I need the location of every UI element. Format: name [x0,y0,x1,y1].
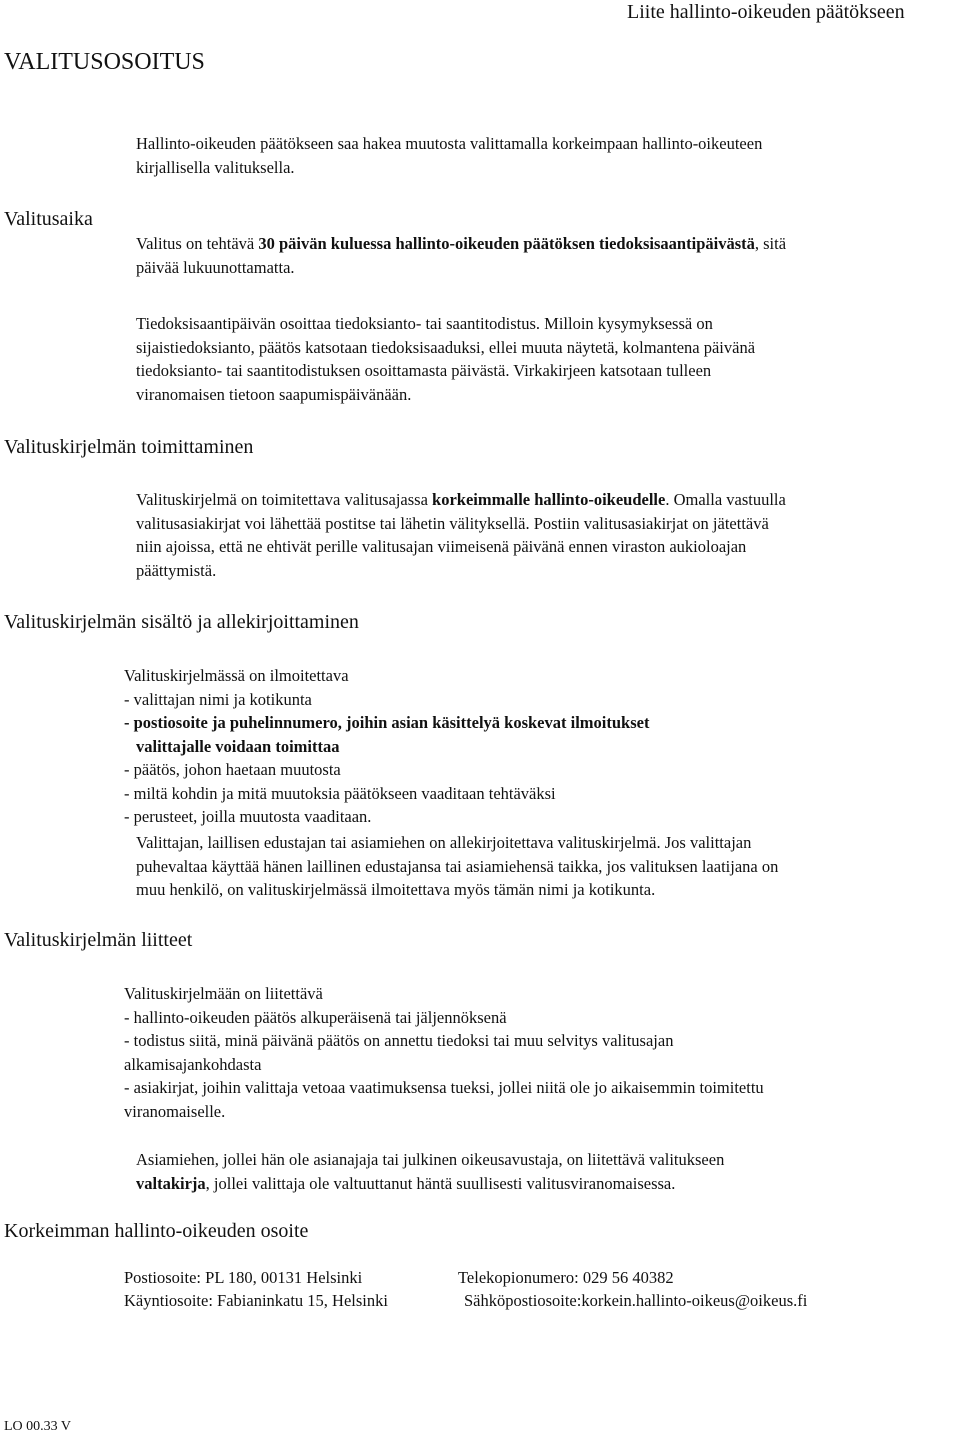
emphasis-valtakirja: valtakirja [136,1173,206,1193]
sisalto-list [124,664,649,829]
emphasis-address: - postiosoite ja puhelinnumero, joihin asian käsittelyä koskevat ilmoitukset [124,713,650,732]
text-line [136,232,786,256]
section-heading-toimittaminen: Valituskirjelmän toimittaminen [4,436,254,458]
valitusaika-paragraph-2 [136,312,755,406]
emphasis-deadline: 30 päivän kuluessa hallinto-oikeuden päätöksen tiedoksisaantipäivästä [258,234,755,253]
text-span: Valitus on tehtävä [136,234,259,253]
intro-line: Hallinto-oikeuden päätökseen saa hakea muutosta valittamalla korkeimpaan hallinto-oikeuteen [136,134,763,153]
signature-paragraph [136,831,778,902]
text-line: Asiamiehen, jollei hän ole asianajaja tai julkinen oikeusavustaja, on liitettävä valitukseen [136,1150,725,1169]
postal-address: Postiosoite: PL 180, 00131 Helsinki [124,1268,363,1287]
list-intro: Valituskirjelmässä on ilmoitettava [124,666,349,685]
text-line: muu henkilö, on valituskirjelmässä ilmoitettava myös tämän nimi ja kotikunta. [136,880,656,899]
text-line: Valittajan, laillisen edustajan tai asiamiehen on allekirjoitettava valituskirjelmä. Jos valittajan [136,833,752,852]
text-line: päivää lukuunottamatta. [136,257,295,277]
text-span: , sitä [754,234,787,253]
valtakirja-paragraph [136,1148,724,1195]
section-heading-liitteet: Valituskirjelmän liitteet [4,929,193,951]
text-span: Valituskirjelmä on toimitettava valitusajassa [136,490,433,509]
text-line: valitusasiakirjat voi lähettää postitse tai lähetin välityksellä. Postiin valitusasiakirjat on jätettävä [136,513,769,533]
emphasis-court: korkeimmalle hallinto-oikeudelle [432,490,666,509]
text-line: sijaistiedoksianto, päätös katsotaan tiedoksisaaduksi, ellei muuta näytetä, kolmantena päivänä [136,337,756,357]
annex-label: Liite hallinto-oikeuden päätökseen [627,1,905,23]
intro-line: kirjallisella valituksella. [136,157,295,177]
text-span: . Omalla vastuulla [665,490,786,509]
section-heading-osoite: Korkeimman hallinto-oikeuden osoite [4,1220,309,1242]
list-item: - perusteet, joilla muutosta vaaditaan. [124,807,372,826]
text-line: viranomaisen tietoon saapumispäivänään. [136,384,412,404]
list-item: - valittajan nimi ja kotikunta [124,689,312,709]
list-intro: Valituskirjelmään on liitettävä [124,984,323,1003]
text-line: päättymistä. [136,560,217,580]
text-line: Tiedoksisaantipäivän osoittaa tiedoksianto- tai saantitodistus. Milloin kysymyksessä on [136,314,713,333]
liitteet-list [124,982,764,1123]
valitusaika-paragraph-1 [136,232,786,279]
section-heading-valitusaika: Valitusaika [4,208,93,230]
fax-number: Telekopionumero: 029 56 40382 [458,1268,674,1287]
page-title: VALITUSOSOITUS [4,49,205,75]
list-item [124,711,649,735]
email-address: Sähköpostiosoite:korkein.hallinto-oikeus@oikeus.fi [464,1291,808,1310]
text-line: puhevaltaa käyttää hänen laillinen edustajansa tai asiamiehensä taikka, jos valituksen laatijana on [136,856,779,876]
text-span: , jollei valittaja ole valtuuttanut häntä suullisesti valitusviranomaisessa. [205,1173,676,1193]
form-code: LO 00.33 V [4,1419,72,1434]
toimittaminen-paragraph [136,488,786,582]
text-line: tiedoksianto- tai saantitodistuksen osoittamasta päivästä. Virkakirjeen katsotaan tulleen [136,361,712,380]
list-item [124,735,649,759]
text-line: niin ajoissa, että ne ehtivät perille valitusajan viimeisenä päivänä ennen viraston aukioloajan [136,537,747,556]
list-item: - hallinto-oikeuden päätös alkuperäisenä tai jäljennöksenä [124,1007,507,1027]
list-item: - todistus siitä, minä päivänä päätös on annettu tiedoksi tai muu selvitys valitusajan [124,1031,674,1050]
text-line [136,1172,724,1196]
list-item: alkamisajankohdasta [124,1054,262,1074]
visiting-address: Käyntiosoite: Fabianinkatu 15, Helsinki [124,1291,388,1310]
list-item: viranomaiselle. [124,1101,226,1121]
intro-paragraph [136,132,762,179]
emphasis-address: valittajalle voidaan toimittaa [136,736,340,756]
section-heading-sisalto: Valituskirjelmän sisältö ja allekirjoittaminen [4,611,359,633]
list-item: - asiakirjat, joihin valittaja vetoaa vaatimuksensa tueksi, jollei niitä ole jo aikaisemmin toimitettu [124,1078,764,1097]
text-line [136,488,786,512]
list-item: - päätös, johon haetaan muutosta [124,760,341,779]
list-item: - miltä kohdin ja mitä muutoksia päätökseen vaaditaan tehtäväksi [124,783,556,803]
